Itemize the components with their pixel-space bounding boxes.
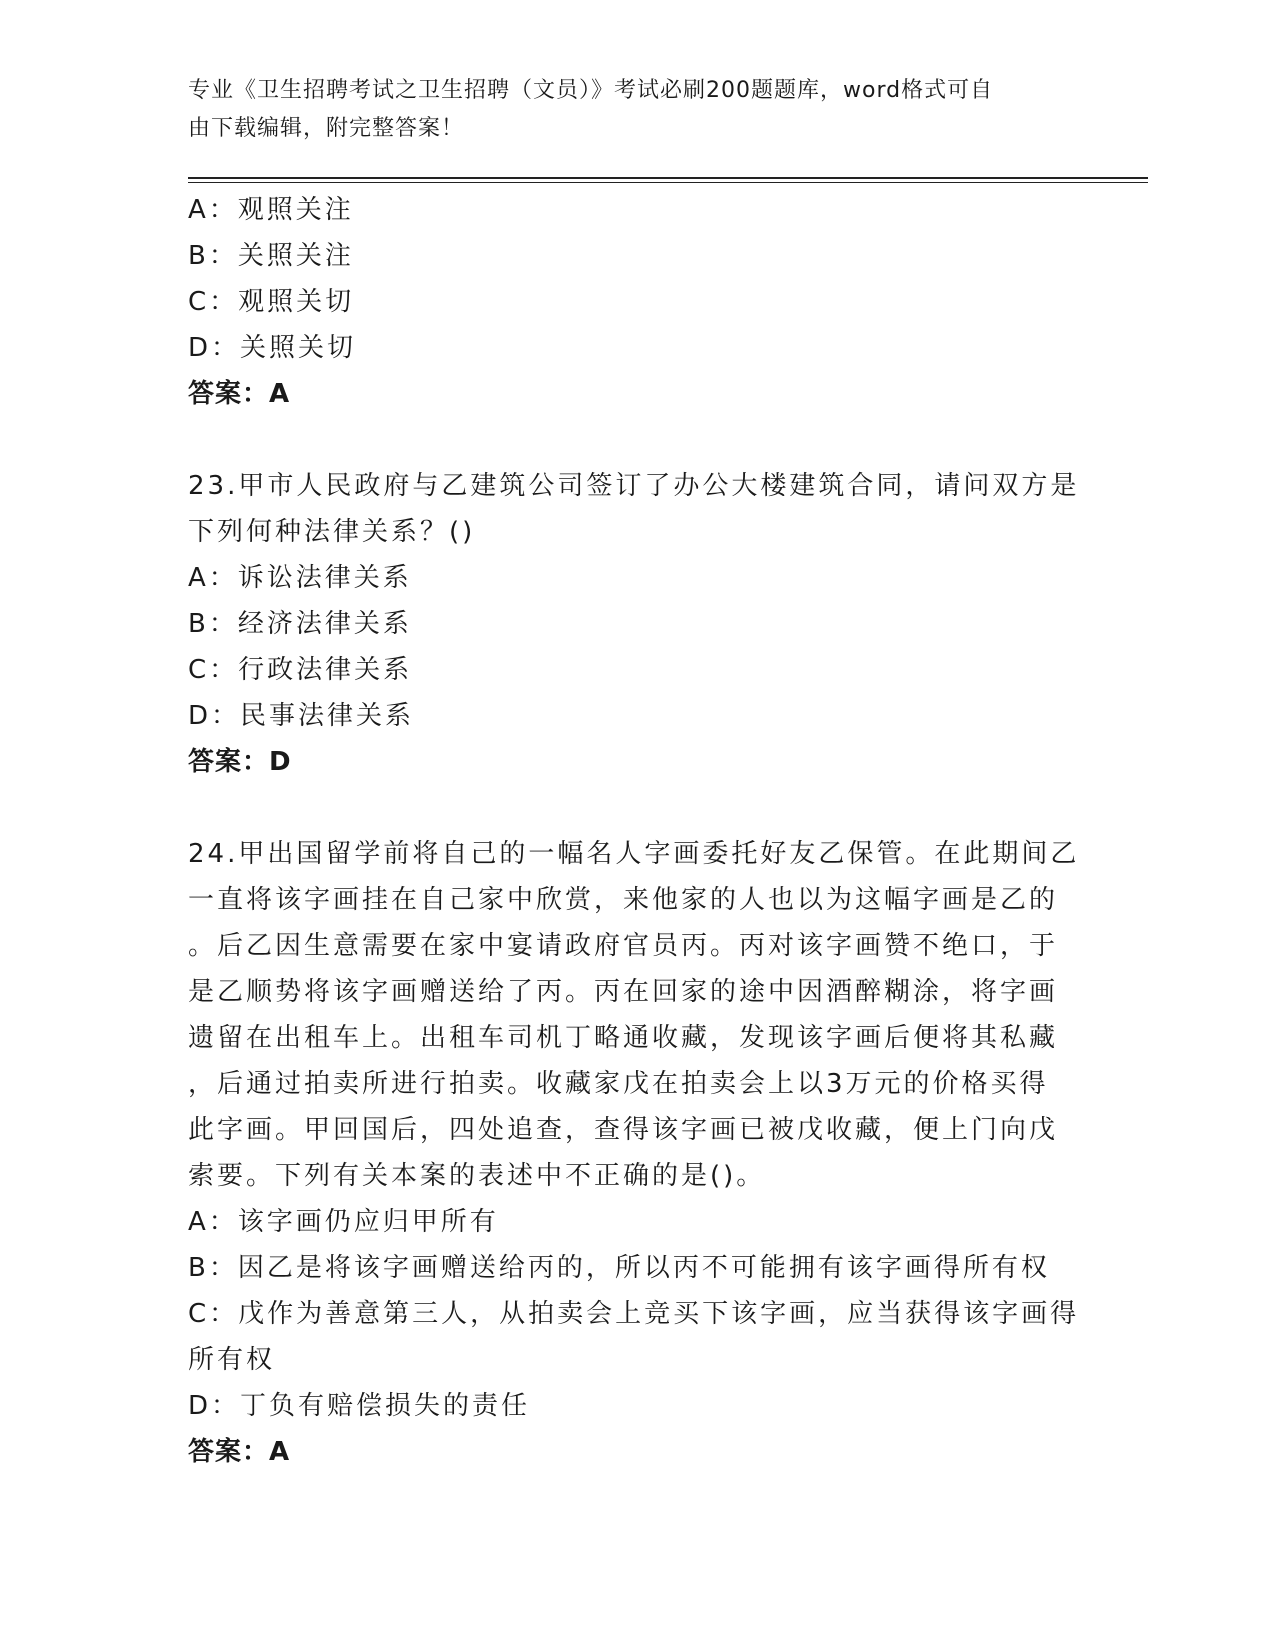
header-line: 专业《卫生招聘考试之卫生招聘（文员）》考试必刷200题题库，word格式可自: [188, 78, 994, 103]
option-a: A：诉讼法律关系: [188, 563, 412, 593]
question-text: 此字画。甲回国后，四处追查，查得该字画已被戊收藏，便上门向戊: [188, 1115, 1059, 1145]
option-d: D：关照关切: [188, 333, 357, 363]
option-c-continued: 所有权: [188, 1345, 276, 1375]
option-a: A：观照关注: [188, 195, 354, 225]
question-23: [188, 463, 1088, 785]
question-text: 下列何种法律关系？(): [188, 517, 476, 547]
option-c: C：戊作为善意第三人，从拍卖会上竞买下该字画，应当获得该字画得: [188, 1299, 1080, 1329]
question-text: ，后通过拍卖所进行拍卖。收藏家戊在拍卖会上以3万元的价格买得: [188, 1069, 1049, 1099]
question-text: 。后乙因生意需要在家中宴请政府官员丙。丙对该字画赞不绝口，于: [188, 931, 1059, 961]
question-text: 是乙顺势将该字画赠送给了丙。丙在回家的途中因酒醉糊涂，将字画: [188, 977, 1059, 1007]
question-text: 遗留在出租车上。出租车司机丁略通收藏，发现该字画后便将其私藏: [188, 1023, 1059, 1053]
question-text: 23.甲市人民政府与乙建筑公司签订了办公大楼建筑合同，请问双方是: [188, 471, 1080, 501]
question-24: [188, 831, 1088, 1475]
document-body: [188, 187, 1088, 1475]
question-text: 24.甲出国留学前将自己的一幅名人字画委托好友乙保管。在此期间乙: [188, 839, 1080, 869]
option-b: B：因乙是将该字画赠送给丙的，所以丙不可能拥有该字画得所有权: [188, 1253, 1050, 1283]
option-d: D：丁负有赔偿损失的责任: [188, 1391, 531, 1421]
question-text: 一直将该字画挂在自己家中欣赏，来他家的人也以为这幅字画是乙的: [188, 885, 1059, 915]
page-header: [188, 72, 1068, 148]
answer: 答案：A: [188, 379, 291, 409]
option-c: C：行政法律关系: [188, 655, 413, 685]
option-d: D：民事法律关系: [188, 701, 415, 731]
option-c: C：观照关切: [188, 287, 355, 317]
option-b: B：经济法律关系: [188, 609, 412, 639]
header-rule: [188, 177, 1148, 179]
answer: 答案：D: [188, 747, 292, 777]
header-line: 由下载编辑，附完整答案！: [188, 116, 465, 141]
header-rule-thin: [188, 182, 1148, 183]
question-22: [188, 187, 1088, 417]
option-a: A：该字画仍应归甲所有: [188, 1207, 499, 1237]
question-text: 索要。下列有关本案的表述中不正确的是()。: [188, 1161, 766, 1191]
option-b: B：关照关注: [188, 241, 354, 271]
answer: 答案：A: [188, 1437, 291, 1467]
